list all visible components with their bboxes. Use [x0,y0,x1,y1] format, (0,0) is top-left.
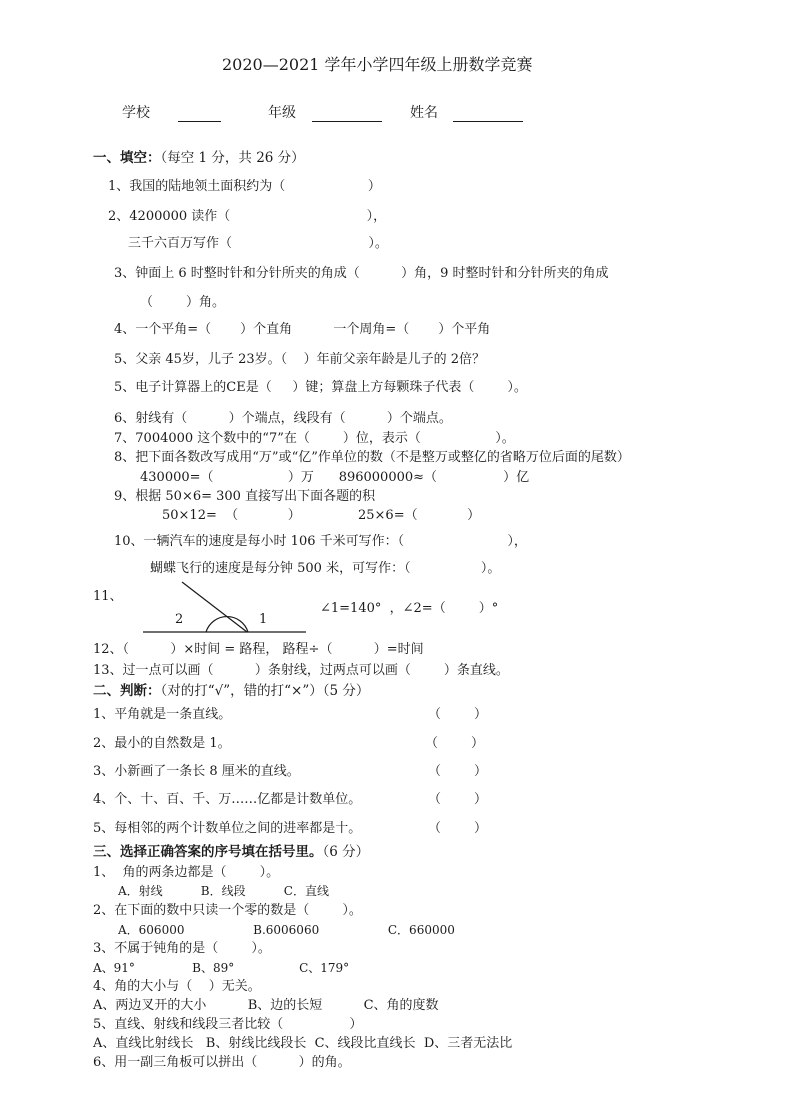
choice-question-6: 6、用一副三角板可以拼出（ ）的角。 [93,1055,351,1070]
question-9: 8、把下面各数改写成用“万”或“亿”作单位的数（不是整万或整亿的省略万位后面的尾数） [114,450,630,465]
judge-item-2: 2、最小的自然数是 1。 [93,736,231,751]
question-11b: 蝴蝶飞行的速度是每分钟 500 米，可写作：（ ）。 [150,561,501,576]
judge-paren-4[interactable]: （ ） [428,792,488,807]
question-4: 4、一个平角=（ ）个直角 一个周角=（ ）个平角 [114,322,491,337]
angle-2-label: 2 [175,612,184,627]
school-label: 学校 [122,105,150,121]
question-8: 7、7004000 这个数中的“7”在（ ）位，表示（ ）。 [114,431,515,446]
judge-paren-3[interactable]: （ ） [428,764,488,779]
choice-options-4: A、两边叉开的大小 B、边的长短 C、角的度数 [93,998,439,1013]
section3-note: （6 分） [322,844,370,860]
question-11a: 10、一辆汽车的速度是每小时 106 千米可写作：（ ）， [114,534,527,549]
judge-paren-1[interactable]: （ ） [428,707,488,722]
name-label: 姓名 [410,105,438,121]
question-10: 9、根据 50×6= 300 直接写出下面各题的积 [114,489,376,504]
question-2b: 三千六百万写作（ ）。 [128,236,388,251]
section2-heading: 二、判断：（对的打“√”，错的打“×”）（5 分） [93,683,370,699]
choice-options-1: A．射线 B．线段 C．直线 [118,884,329,898]
question-12-number: 11、 [93,589,123,604]
choice-options-5: A、直线比射线长 B、射线比线段长 C、线段比直线长 D、三者无法比 [93,1036,513,1051]
judge-item-3: 3、小新画了一条长 8 厘米的直线。 [93,764,300,779]
angle-1-label: 1 [259,612,268,627]
question-2a: 2、4200000 读作（ ）， [108,209,387,224]
grade-label: 年级 [268,105,296,121]
judge-paren-5[interactable]: （ ） [428,821,488,836]
question-5: 5、父亲 45岁，儿子 23岁。（ ）年前父亲年龄是儿子的 2倍？ [114,352,486,367]
question-14: 13、过一点可以画（ ）条射线，过两点可以画（ ）条直线。 [93,663,509,678]
question-7: 6、射线有（ ）个端点，线段有（ ）个端点。 [114,411,452,426]
question-9a: 430000=（ ）万 896000000≈（ ）亿 [140,470,530,485]
page-title: 2020—2021 学年小学四年级上册数学竞赛 [222,55,533,74]
section1-heading: 一、填空：（每空 1 分，共 26 分） [93,150,305,166]
section3-heading: 三、选择正确答案的序号填在括号里。（6 分） [93,844,370,860]
choice-question-4: 4、角的大小与（ ）无关。 [93,979,261,994]
choice-question-3: 3、不属于钝角的是（ ）。 [93,941,271,956]
section2-note: （对的打“√”，错的打“×”）（5 分） [160,683,370,699]
question-10a: 50×12= （ ） [162,508,301,523]
choice-question-1: 1、 角的两条边都是（ ）。 [93,865,280,880]
question-1: 1、我国的陆地领土面积约为（ ） [108,179,381,194]
judge-paren-2[interactable]: （ ） [425,736,485,751]
choice-options-3: A、91° B、89° C、179° [93,961,350,975]
question-12-text: ∠1=140° ，∠2=（ ）° [320,601,499,616]
judge-item-1: 1、平角就是一条直线。 [93,707,232,722]
choice-options-2: A．606000 B.6006060 C．660000 [118,923,455,937]
judge-item-4: 4、个、十、百、千、万……亿都是计数单位。 [93,792,362,807]
judge-item-5: 5、每相邻的两个计数单位之间的进率都是十。 [93,821,362,836]
question-10b: 25×6=（ ） [358,508,481,523]
question-3a: 3、钟面上 6 时整时针和分针所夹的角成（ ）角，9 时整时针和分针所夹的角成 [114,266,609,281]
section1-note: （每空 1 分，共 26 分） [160,150,305,166]
choice-question-2: 2、在下面的数中只读一个零的数是（ ）。 [93,903,362,918]
ray [182,582,247,632]
question-3b: （ ）角。 [140,295,226,310]
choice-question-5: 5、直线、射线和线段三者比较（ ） [93,1017,363,1032]
question-13: 12、（ ）×时间 = 路程， 路程÷（ ）=时间 [93,642,424,657]
question-6: 5、电子计算器上的CE是（ ）键；算盘上方每颗珠子代表（ ）。 [114,380,527,395]
angle-arc [206,617,248,632]
